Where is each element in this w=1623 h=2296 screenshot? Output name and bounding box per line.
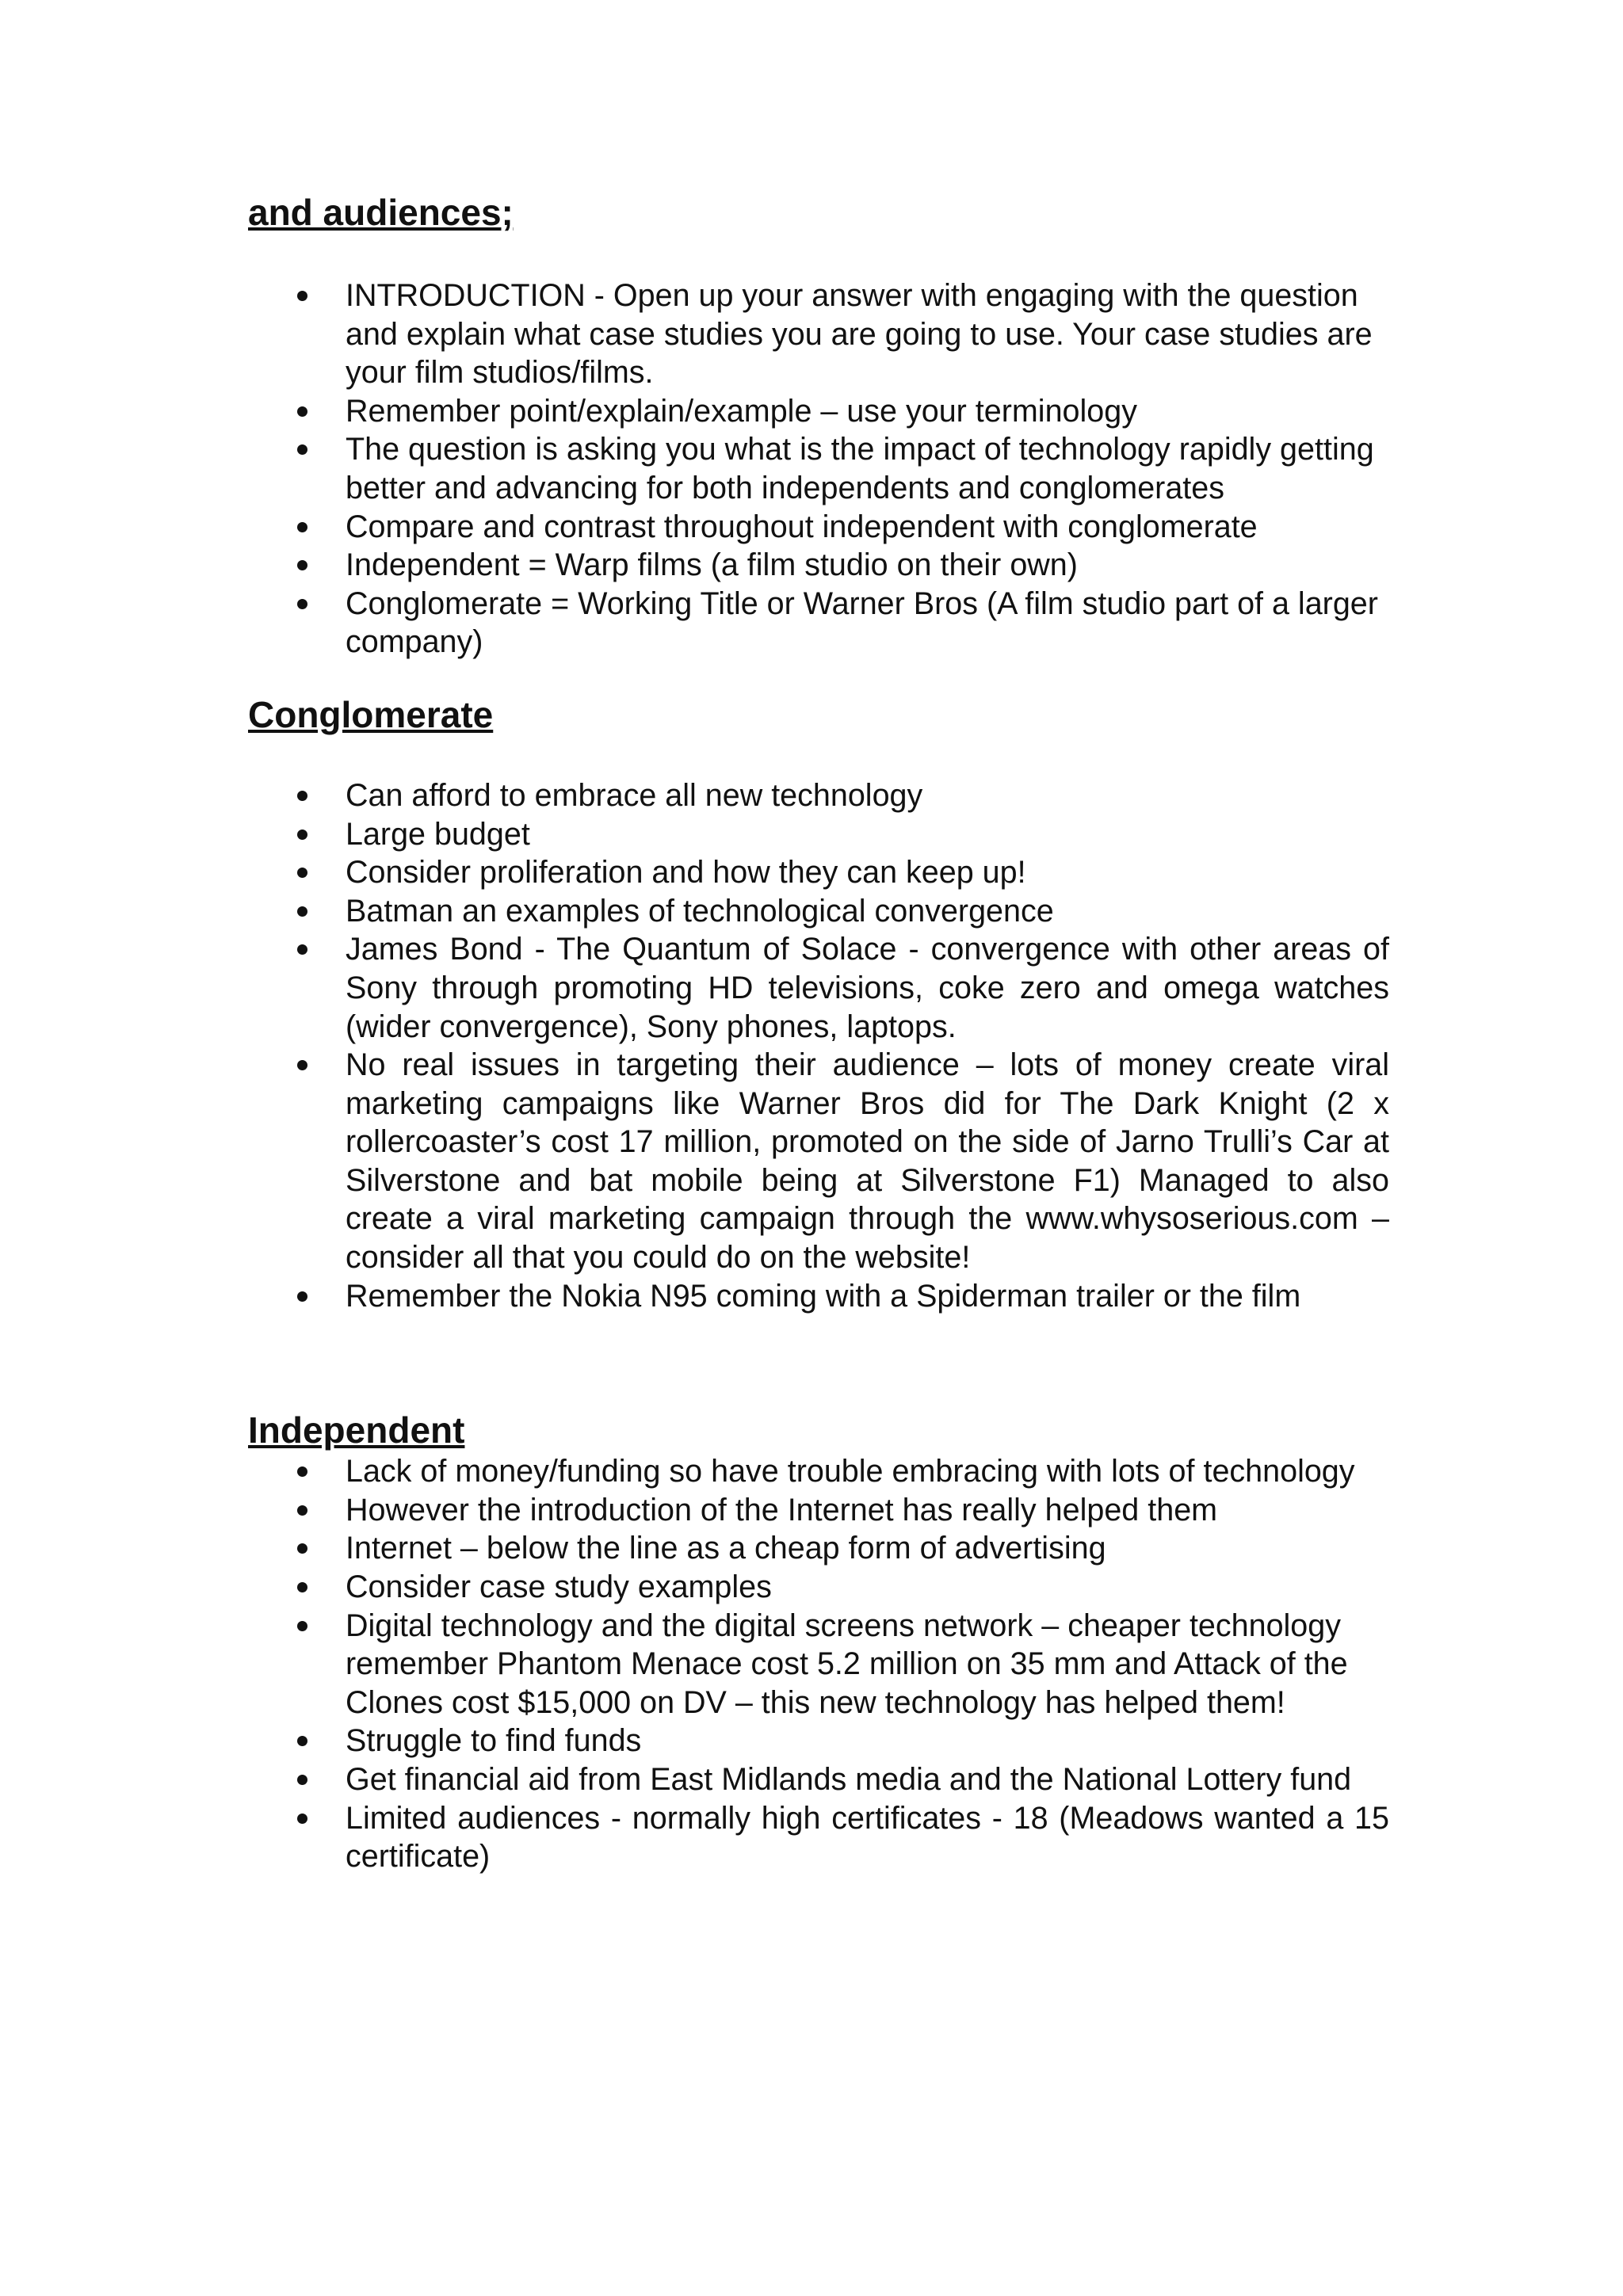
bullet-icon bbox=[297, 868, 307, 878]
list-item bbox=[248, 1046, 1389, 1277]
list-item-text: Remember point/explain/example – use your terminology bbox=[346, 393, 1137, 429]
bullet-icon bbox=[297, 944, 307, 955]
section-heading-independent: Independent bbox=[248, 1409, 465, 1451]
bullet-icon bbox=[297, 906, 307, 917]
list-item bbox=[248, 930, 1389, 1046]
section-heading-audiences: and audiences; bbox=[248, 192, 514, 233]
list-item bbox=[248, 1760, 1389, 1799]
list-item-text: Remember the Nokia N95 coming with a Spiderman trailer or the film bbox=[346, 1278, 1301, 1314]
list-item-text: Compare and contrast throughout independent with conglomerate bbox=[346, 509, 1258, 544]
bullet-icon bbox=[297, 1582, 307, 1592]
document-page bbox=[248, 190, 1389, 1876]
list-item-text: Struggle to find funds bbox=[346, 1723, 642, 1759]
bullet-icon bbox=[297, 1775, 307, 1785]
bullet-icon bbox=[297, 1814, 307, 1824]
bullet-icon bbox=[297, 1543, 307, 1554]
list-item bbox=[248, 585, 1389, 662]
bullet-list-independent bbox=[248, 1452, 1389, 1876]
list-item-text: Consider case study examples bbox=[346, 1569, 772, 1605]
bullet-icon bbox=[297, 1736, 307, 1746]
list-item-text: Get financial aid from East Midlands media and the National Lottery fund bbox=[346, 1762, 1352, 1797]
list-item bbox=[248, 1277, 1389, 1316]
list-item bbox=[248, 1491, 1389, 1530]
bullet-icon bbox=[297, 791, 307, 801]
list-item bbox=[248, 508, 1389, 547]
list-item bbox=[248, 1568, 1389, 1607]
list-item-text: INTRODUCTION - Open up your answer with engaging with the question and explain what case studies you are going to use. Your case studies are your film studios/films. bbox=[346, 278, 1373, 391]
list-item-text: However the introduction of the Internet has really helped them bbox=[346, 1492, 1218, 1527]
list-item bbox=[248, 430, 1389, 507]
list-item-text: Batman an examples of technological convergence bbox=[346, 893, 1054, 929]
list-item bbox=[248, 1607, 1389, 1722]
bullet-icon bbox=[297, 599, 307, 609]
list-item-text: Internet – below the line as a cheap form of advertising bbox=[346, 1531, 1106, 1566]
list-item bbox=[248, 1529, 1389, 1568]
list-item-text: The question is asking you what is the impact of technology rapidly getting better and advancing for both independents and conglomerates bbox=[346, 432, 1374, 505]
list-item bbox=[248, 546, 1389, 585]
list-item bbox=[248, 892, 1389, 931]
list-item-text: Digital technology and the digital screens network – cheaper technology remember Phantom Menace cost 5.2 million on 35 mm and Attack of the Clones cost $15,000 on DV – this new technology has helped them! bbox=[346, 1608, 1348, 1720]
bullet-icon bbox=[297, 560, 307, 570]
list-item-text: No real issues in targeting their audience – lots of money create viral marketing campaigns like Warner Bros did for The Dark Knight (2 x rollercoaster’s cost 17 million, promoted on the side of Jarno Trulli’s Car at Silverstone and bat mobile being at Silverstone F1) Managed to also create a viral marketing campaign through the www.whysoserious.com – consider all that you could do on the website! bbox=[346, 1047, 1389, 1276]
bullet-icon bbox=[297, 1060, 307, 1070]
section-heading-conglomerate: Conglomerate bbox=[248, 693, 494, 735]
bullet-icon bbox=[297, 830, 307, 840]
list-item-text: James Bond - The Quantum of Solace - convergence with other areas of Sony through promoting HD televisions, coke zero and omega watches (wider convergence), Sony phones, laptops. bbox=[346, 932, 1389, 1044]
list-item-text: Independent = Warp films (a film studio on their own) bbox=[346, 547, 1078, 583]
list-item-text: Limited audiences - normally high certificates - 18 (Meadows wanted a 15 certificate) bbox=[346, 1800, 1389, 1875]
list-item bbox=[248, 392, 1389, 431]
bullet-icon bbox=[297, 1291, 307, 1302]
bullet-icon bbox=[297, 444, 307, 455]
bullet-list-audiences bbox=[248, 277, 1389, 662]
list-item-text: Conglomerate = Working Title or Warner Bros (A film studio part of a larger company) bbox=[346, 585, 1378, 660]
list-item-text: Large budget bbox=[346, 816, 530, 852]
bullet-icon bbox=[297, 1505, 307, 1516]
list-item-text: Can afford to embrace all new technology bbox=[346, 777, 923, 813]
list-item bbox=[248, 1799, 1389, 1876]
list-item-text: Lack of money/funding so have trouble embracing with lots of technology bbox=[346, 1454, 1355, 1489]
bullet-icon bbox=[297, 406, 307, 417]
list-item bbox=[248, 277, 1389, 392]
bullet-icon bbox=[297, 522, 307, 532]
bullet-icon bbox=[297, 291, 307, 301]
list-item bbox=[248, 815, 1389, 854]
list-item bbox=[248, 776, 1389, 815]
bullet-list-conglomerate bbox=[248, 776, 1389, 1315]
bullet-icon bbox=[297, 1466, 307, 1477]
list-item bbox=[248, 853, 1389, 892]
list-item bbox=[248, 1452, 1389, 1491]
list-item-text: Consider proliferation and how they can keep up! bbox=[346, 855, 1026, 891]
bullet-icon bbox=[297, 1621, 307, 1631]
list-item bbox=[248, 1722, 1389, 1760]
